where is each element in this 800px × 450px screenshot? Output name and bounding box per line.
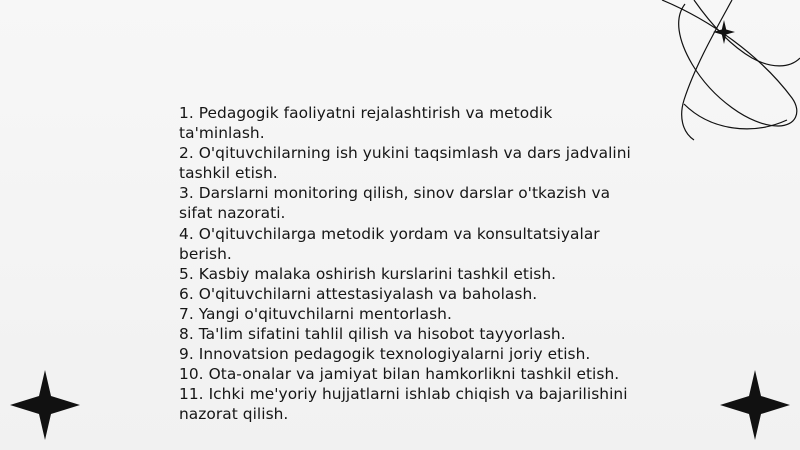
list-item: 7. Yangi o'qituvchilarni mentorlash. — [179, 304, 452, 323]
small-sparkle-icon — [713, 20, 735, 44]
list-item: 2. O'qituvchilarning ish yukini taqsimlash va dars jadvalini tashkil etish. — [179, 144, 631, 183]
list-item: 4. O'qituvchilarga metodik yordam va konsultatsiyalar berish. — [179, 224, 600, 263]
list-item: 3. Darslarni monitoring qilish, sinov darslar o'tkazish va sifat nazorati. — [179, 184, 611, 223]
list-item: 10. Ota-onalar va jamiyat bilan hamkorlikni tashkil etish. — [179, 365, 620, 384]
list-item: 5. Kasbiy malaka oshirish kurslarini tashkil etish. — [179, 264, 557, 283]
numbered-list — [179, 103, 639, 425]
list-item: 11. Ichki me'yoriy hujjatlarni ishlab chiqish va bajarilishini nazorat qilish. — [179, 385, 628, 424]
orbit-lines-icon — [640, 0, 800, 150]
list-item: 1. Pedagogik faoliyatni rejalashtirish va metodik ta'minlash. — [179, 104, 553, 143]
four-point-star-icon — [10, 370, 80, 440]
list-item: 6. O'qituvchilarni attestasiyalash va baholash. — [179, 284, 538, 303]
list-item: 8. Ta'lim sifatini tahlil qilish va hisobot tayyorlash. — [179, 325, 566, 344]
list-item: 9. Innovatsion pedagogik texnologiyalarni joriy etish. — [179, 345, 591, 364]
four-point-star-icon — [720, 370, 790, 440]
